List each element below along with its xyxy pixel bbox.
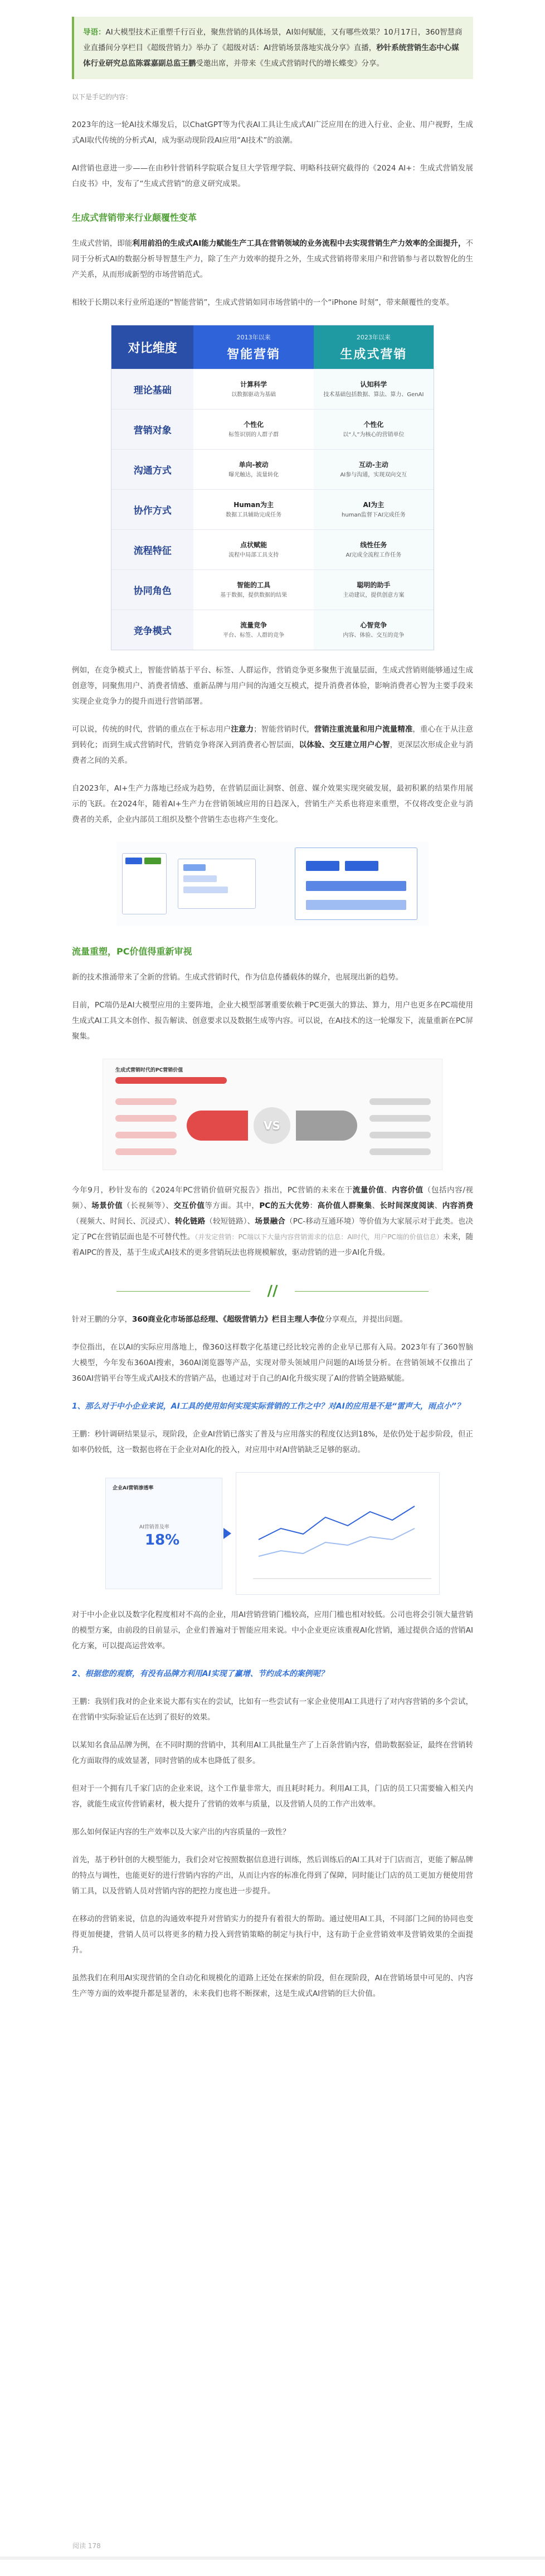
text: 未来，随着AIPC	[72, 1233, 474, 1257]
header-generative-marketing	[314, 325, 434, 369]
paragraph-13: 王鹏：秒针调研结果显示，现阶段，企业AI营销已落实了普及与应用落实的程度仅达到18%，是依仍处于起步阶段，但正如率仍较低，这一数据也将在于企业对AI化的投入，对应用中对AI营销缺乏足够的驱动。	[72, 1430, 473, 1454]
cell-sub: 以“人”为核心的营销单位	[343, 432, 405, 438]
diagram-chip	[125, 858, 142, 864]
left-cell	[193, 369, 313, 409]
row-dimension: 理论基础	[111, 369, 193, 409]
cell-title: 点状赋能	[240, 541, 267, 549]
chart-title: 企业AI营销渗透率	[113, 1486, 154, 1491]
column-name: 智能营销	[227, 347, 281, 362]
paragraph-10	[72, 1182, 473, 1260]
paragraph-9: 目前，PC端仍是AI大模型应用的主要阵地，企业大模型部署重要依赖于PC更强大的算法、算力，用户也更多在PC端使用生成式AI工具文本创作、报告解读、创意要求以及数据生成等内容。可以说，在AI技术的这一轮爆发下，流量重新在PC屏聚集。	[72, 1001, 473, 1041]
cell-sub: 数据工具辅助完成任务	[226, 512, 282, 518]
cell-sub: AI参与沟通，实现双向交互	[340, 472, 407, 478]
bold-text: 转化链路	[174, 1217, 206, 1226]
year-label: 2013年以来	[236, 333, 271, 341]
table-row	[111, 610, 434, 650]
paragraph-5: 例如，在竞争模式上，智能营销基于平台、标签、人群运作，营销竞争更多聚焦于流量层面，生成式营销则能够通过生成创意等，同聚焦用户、消费者情感、重新品牌与用户间的沟通交互模式，提升消费者体验，影响消费者心智为主要手段来实现企业竞争力的提升而进行营销部署。	[72, 666, 473, 706]
diagram-chip	[306, 881, 406, 891]
cell-title: 心智竞争	[360, 621, 387, 629]
right-cell	[314, 410, 434, 449]
right-cell	[314, 369, 434, 409]
header-smart-marketing	[193, 325, 313, 369]
row-dimension: 协同角色	[111, 570, 193, 610]
bold-text: 流量价值	[352, 1186, 385, 1195]
cell-title: 互动-主动	[358, 461, 388, 469]
bold-text: 长时间深度阅读	[379, 1201, 435, 1210]
row-dimension: 竞争模式	[111, 610, 193, 650]
paragraph-19: 首先，基于秒针创的大模型能力，我们会对它按照数据信息进行训练，然后训练后的AI工具对于门店而言，更能了解品牌的特点与调性，也能更好的进行营销内容的产出，从而让内容的标准化得到了保障，同时能让门店的员工更加方便使用营销工具，以及营销人员对营销内容的把控力度也进一步提升。	[72, 1856, 473, 1896]
table-header	[111, 325, 434, 369]
table-row	[111, 409, 434, 449]
table-row	[111, 489, 434, 529]
paragraph-21: 虽然我们在利用AI实现营销的全自动化和规模化的道路上还处在探索的阶段，但在现阶段，AI在营销场景中可见的、内容生产等方面的效率提升都是显著的，未来我们也将不断探索，这是生成式AI营销的巨大价值。	[72, 1974, 473, 1998]
figure-bar	[115, 1148, 177, 1155]
paragraph-15: 王鹏：我别们我对的企业来说大都有实在的尝试，比如有一些尝试有一家企业使用AI工具进行了对内容营销的多个尝试，在营销中实际验证后在达到了很好的效果。	[72, 1697, 473, 1722]
left-cell	[193, 490, 313, 529]
intro-text-end: 受邀出席，并带来《生成式营销时代的增长蝶变》分享。	[196, 59, 384, 68]
text: 分享观点，并提出问题。	[324, 1315, 407, 1324]
note-text: （并发定营销：PC端以下大量内容营销需求的信息：AI时代，用户PC端的价值信息）	[194, 1233, 443, 1241]
paragraph-7: 自2023年，AI+生产力落地已经成为趋势，在营销层面让洞察、创意、媒介效果实现突破发展，最初积累的结果作用展示的飞跃。在2024年，随着AI+生产力在营销领域应用的日趋深入，营销生产关系也将迎来重塑，不仅将改变企业与消费者的关系，企业内部员工组织及整个营销生态也将产生变化。	[72, 784, 473, 824]
cell-title: 单向-被动	[239, 461, 269, 469]
cell-title: 个性化	[363, 421, 384, 428]
diagram-chip	[345, 861, 378, 871]
column-name: 生成式营销	[340, 347, 407, 362]
row-dimension: 流程特征	[111, 530, 193, 569]
text: 的普及，基于生成式AI技术的更多营销玩法也将规模解放，驱动营销的进一步AI化升级。	[96, 1248, 390, 1257]
divider-mark: //	[267, 1283, 278, 1299]
cell-title: 计算科学	[240, 381, 267, 388]
bold-text: 场景价值	[91, 1201, 123, 1210]
paragraph-2: AI营销也意进一步——在由秒针营销科学院联合复旦大学管理学院、明略科技研究截得的《2024 AI+：生成式营销发展白皮书》中，发布了“生成式营销”的意义研究成果。	[72, 164, 473, 188]
ai-marketing-chart-figure	[105, 1472, 440, 1595]
text: 不同于分析式AI的数据分析导智慧生产力，除了生产力效率的提升之外，生成式营销将带来用户和营销参与者以数智化的生产关系，从而形成新型的市场营销范式。	[72, 239, 473, 279]
figure-bar	[369, 1148, 431, 1155]
paragraph-20: 在移动的营销来说，信息的沟通效率提升对营销实力的提升有着很大的帮助。通过使用AI工具，不同部门之间的协同也变得更加便捷，营销人员可以将更多的精力投入到营销策略的制定与执行中，这有助于企业营销效率及营销效果的全面提升。	[72, 1915, 473, 1955]
bold-text: 利用前沿的生成式AI能力赋能生产工具在营销领域的业务流程中去实现营销生产力效率的全面提升，	[132, 239, 466, 248]
text: 针对王鹏的分享，	[72, 1315, 132, 1324]
cell-sub: 技术基础包括数据、算法、算力、GenAI	[323, 392, 424, 398]
series-line-2	[259, 1528, 415, 1556]
row-dimension: 营销对象	[111, 410, 193, 449]
figure-bar	[115, 1115, 177, 1122]
cell-sub: human监督下AI完成任务	[342, 512, 406, 518]
left-cell	[193, 610, 313, 650]
cell-sub: 标签识别的人群子群	[228, 432, 279, 438]
diagram-chip	[144, 858, 161, 864]
cell-sub: 以数据驱动为基础	[231, 392, 276, 398]
arrow-icon	[223, 1528, 231, 1539]
bold-text: 以体验、交互建立用户心智	[299, 741, 390, 749]
year-label: 2023年以来	[356, 333, 391, 341]
paragraph-11	[72, 1312, 473, 1327]
comparison-table	[111, 325, 434, 650]
row-dimension: 沟通方式	[111, 450, 193, 489]
section-divider	[116, 1283, 429, 1299]
text: ；智能营销时代，	[254, 725, 314, 734]
figure-bar	[369, 1115, 431, 1122]
paragraph-3	[72, 236, 473, 283]
question-1: 1、那么对于中小企业来说，AI工具的使用如何实现实际营销的工作之中？对AI的应用是不是“雷声大，雨点小”？	[72, 1402, 464, 1411]
text: ，更深层次形成企业与消费者之间的关系。	[72, 741, 474, 765]
table-row	[111, 369, 434, 409]
paragraph-16: 以某知名食品品牌为例，在不同时期的营销中，其利用AI工具批量生产了上百条营销内容，借助数据验证，最终在营销转化方面取得的成效显著，同时营销的成本也降低了很多。	[72, 1741, 473, 1765]
text: 、	[434, 1201, 442, 1210]
left-cell	[193, 530, 313, 569]
paragraph-1: 2023年的这一轮AI技术爆发后，以ChatGPT等为代表AI工具让生成式AI广泛应用在的进入行业、企业、用户视野，生成式AI取代传统的分析式AI，成为驱动现阶段AI应用“AI技术”的浪潮。	[72, 120, 473, 145]
right-cell	[314, 530, 434, 569]
section-heading-1: 生成式营销带来行业颠覆性变革	[72, 212, 197, 223]
divider-line	[295, 1291, 429, 1292]
intro-text: AI大模型技术正重塑千行百业，聚焦营销的具体场景，AI如何赋能，又有哪些效果？10月17日，360智慧商业直播间分享栏目《超级营销力》举办了《超级对话：AI营销场景落地实战分享》直播，	[83, 28, 463, 52]
intro-lead: 导语：	[83, 28, 106, 37]
bold-text: PC的五大优势	[259, 1201, 310, 1210]
table-row	[111, 449, 434, 489]
cell-sub: 主动建议，提供创意方案	[343, 592, 405, 598]
text: ：	[309, 1201, 318, 1210]
paragraph-17: 但对于一个拥有几千家门店的企业来说，这个工作量非常大，而且耗时耗力。利用AI工具，门店的员工只需要输入相关内容，就能生成宣传营销素材，极大提升了营销的效率与质量，以及营销人员的工作产出效率。	[72, 1784, 473, 1809]
intro-box	[72, 17, 473, 79]
header-dimension: 对比维度	[111, 325, 193, 369]
text: 生成式营销，即能	[72, 239, 133, 248]
figure-bar	[115, 1132, 177, 1138]
left-panel	[105, 1478, 222, 1589]
text: ，重心在于从注意到转化；而到生成式营销时代，营销竞争将深入到消费者心智层面，	[72, 725, 474, 749]
paragraph-4: 相较于长期以来行业所追逐的“智能营销”，生成式营销如同市场营销中的一个“iPhone 时刻”，带来颠覆性的变革。	[72, 298, 454, 307]
cell-sub: 曝光触达，流量转化	[228, 472, 279, 478]
right-cell	[314, 450, 434, 489]
right-panel	[236, 1472, 440, 1595]
figure-bar	[115, 1077, 227, 1084]
bold-text: 360商业化市场部总经理、《超级营销力》栏目主理人李位	[132, 1315, 325, 1324]
cell-sub: 流程中局部工具支持	[228, 552, 279, 558]
figure-bar	[369, 1132, 431, 1138]
bold-text: 注意力	[231, 725, 254, 734]
intro-speaker: 秒针系统营销生态中心媒体行业研究总监陈霖嘉副总监王鹏	[83, 43, 459, 68]
table-row	[111, 529, 434, 569]
stat-label: AI营销普及率	[139, 1525, 169, 1530]
text: 今年9月，秒针发布的《2024年PC营销价值研究报告》指出，PC营销的未来在于	[72, 1186, 353, 1195]
text: （包括内容/视频）、	[72, 1186, 473, 1210]
line-chart	[236, 1473, 440, 1595]
figure-bar	[369, 1098, 431, 1105]
left-cell	[193, 570, 313, 610]
paragraph-14: 对于中小企业以及数字化程度相对不高的企业，用AI营销营销门槛较高，应用门槛也相对较低。公司也将会引领大量营销的模型方案，由前段的目前显示，企业们普遍对于智能应用来说。中小企业更应该重视AI化营销，通过提供合适的营销AI化方案，可以提高运营效率。	[72, 1610, 473, 1650]
text: （较短链路）、	[205, 1217, 255, 1226]
cell-title: AI为主	[363, 501, 385, 509]
series-line-1	[259, 1506, 415, 1540]
cell-title: 个性化	[244, 421, 264, 428]
diagram-chip	[306, 900, 406, 910]
question-2: 2、根据您的观察，有没有品牌方利用AI实现了赢增、节约成本的案例呢？	[72, 1669, 328, 1678]
cell-title: 聪明的助手	[357, 581, 391, 589]
text: 等方面。其中，	[205, 1201, 260, 1210]
figure-title: 生成式营销时代的PC营销价值	[115, 1068, 183, 1073]
diagram-chip	[183, 887, 228, 893]
cell-sub: AI完成全流程工作任务	[346, 552, 402, 558]
cell-sub: 内容、体验、交互的竞争	[343, 632, 405, 639]
table-row	[111, 569, 434, 610]
bold-text: 高价值人群聚集	[317, 1201, 372, 1210]
text: 可以说，传统的时代，营销的重点在于标志用户	[72, 725, 231, 734]
divider-line	[116, 1291, 250, 1292]
text: 、	[372, 1201, 380, 1210]
cell-sub: 平台、标签、人群的竞争	[223, 632, 285, 639]
row-dimension: 协作方式	[111, 490, 193, 529]
bold-text: 内容价值	[392, 1186, 424, 1195]
pc-vs-figure	[103, 1059, 442, 1170]
stat-value: 18%	[145, 1532, 180, 1548]
right-pill	[296, 1111, 357, 1141]
right-cell	[314, 610, 434, 650]
right-cell	[314, 570, 434, 610]
cell-title: Human为主	[233, 501, 274, 509]
cell-sub: 基于数据，提供数据的结果	[220, 592, 288, 598]
cell-title: 智能的工具	[237, 581, 271, 589]
footer-bar	[0, 2556, 545, 2560]
paragraph-8: 新的技术推涌带来了全新的营销。生成式营销时代，作为信息传播载体的媒介，也展现出新的趋势。	[72, 973, 403, 982]
diagram-chip	[306, 861, 339, 871]
cell-title: 流量竞争	[240, 621, 267, 629]
diagram-chip	[183, 875, 217, 882]
text: 、	[384, 1186, 392, 1195]
flow-diagram-image	[116, 842, 429, 926]
bold-text: 交互价值	[173, 1201, 205, 1210]
left-cell	[193, 410, 313, 449]
bold-text: 营销注重流量和用户流量精准	[314, 725, 413, 734]
figure-bar	[115, 1098, 177, 1105]
diagram-chip	[183, 864, 206, 871]
paragraph-18: 那么如何保证内容的生产效率以及大家产出的内容质量的一致性？	[72, 1828, 290, 1837]
lead-note: 以下是手记的内容：	[72, 93, 133, 101]
read-count: 阅读 178	[72, 2542, 101, 2550]
left-cell	[193, 450, 313, 489]
text: （视频大、时间长、沉浸式）、	[72, 1217, 175, 1226]
left-pill	[187, 1111, 248, 1141]
paragraph-12: 李位指出，在以AI的实际应用落地上，像360这样数字化基建已经比较完善的企业早已那有入局。2023年有了360智脑大模型，今年发布360AI搜索，360AI浏览器等产品，实现对带头领域用户问题的AI场景分析。在营销领域不仅推出了360AI营销平台等生成式AI技术的营销产品，也通过对于自己的AI化升级实现了AI的营销全链路赋能。	[72, 1343, 473, 1383]
text: （PC-移动互通环境）等价值为大家展示对于此类。也决定了PC在营销层面也是不可替代性。	[72, 1217, 474, 1241]
bold-text: 内容消费	[442, 1201, 474, 1210]
vs-badge: VS	[254, 1107, 290, 1144]
cell-title: 线性任务	[360, 541, 387, 549]
text: （长视频等）、	[123, 1201, 174, 1210]
section-heading-2: 流量重塑，PC价值得重新审视	[72, 946, 192, 957]
cell-title: 认知科学	[360, 381, 387, 388]
bold-text: 场景融合	[255, 1217, 286, 1226]
paragraph-6	[72, 722, 473, 768]
right-cell	[314, 490, 434, 529]
